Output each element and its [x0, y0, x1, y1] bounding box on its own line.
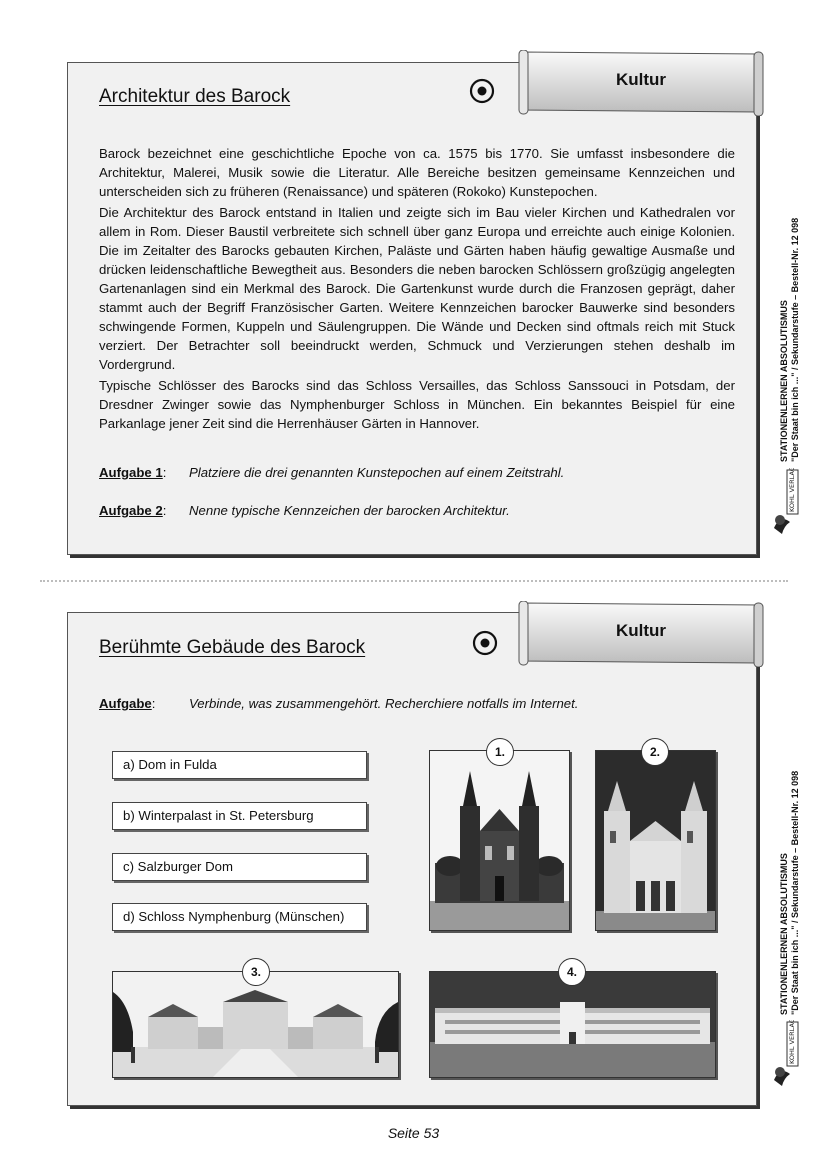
paragraph: Die Architektur des Barock entstand in Italien und zeigte sich im Bau vieler Kirchen und Kathedralen vor allem in Rom. Dieser Baustil verbreitete sich schnell über ganz Europa und erreichte auch einige Kolonien. Die im Zeitalter des Barocks gebauten Kirchen, Paläste und Gärten haben häufig gewaltige Ausmaße und drücken leidenschaftliche Bewegtheit aus. Besonders die neben barocken Schlössern großzügig angelegten Gartenanlagen sind ein Merkmal des Barock. Die Gartenkunst wurde durch die Franzosen geprägt, daher stammt auch der Begriff Französischer Garten. Weitere Kennzeichen barocker Bauwerke sind besonders schwingende Formen, Kuppeln und Säulengruppen. Die Wände und Decken sind oftmals reich mit Stuck verziert. Der Betrachter soll beeindruckt werden, Schmuck und Verzierungen stehen deshalb im Vordergrund.: [99, 205, 735, 372]
banner-label: Kultur: [615, 70, 667, 89]
answer-box-c[interactable]: [112, 853, 367, 881]
answer-label: b) Winterpalast in St. Petersburg: [123, 808, 314, 823]
task-1: [99, 465, 565, 480]
answer-box-b[interactable]: [112, 802, 367, 830]
task-label: Aufgabe 2: [99, 503, 163, 518]
body-text: [99, 144, 735, 435]
photo-schloss-nymphenburg: [112, 971, 399, 1078]
photo-dom-fulda: [429, 750, 570, 931]
answer-label: a) Dom in Fulda: [123, 757, 217, 772]
photo-winterpalast: [429, 971, 716, 1078]
task-sep: :: [151, 696, 156, 711]
sidebar-series: STATIONENLERNEN ABSOLUTISMUS: [779, 853, 789, 1015]
answer-box-d[interactable]: [112, 903, 367, 931]
answer-box-a[interactable]: [112, 751, 367, 779]
page-title: Berühmte Gebäude des Barock: [99, 637, 366, 658]
page-title: Architektur des Barock: [99, 86, 291, 107]
photo-number: 2.: [641, 738, 669, 766]
answer-label: d) Schloss Nymphenburg (Münschen): [123, 909, 345, 924]
answer-label: c) Salzburger Dom: [123, 859, 233, 874]
scroll-banner: [517, 50, 765, 116]
sidebar-order: "Der Staat bin ich ..." / Sekundarstufe – Bestell-Nr. 12 098: [790, 770, 800, 1015]
svg-text:KOHL VERLAG: KOHL VERLAG: [788, 1020, 796, 1064]
worksheet-card-gebaeude: [67, 612, 757, 1106]
scroll-banner: [517, 601, 765, 667]
photo-number: 1.: [486, 738, 514, 766]
target-icon: [469, 78, 495, 104]
task-main: [99, 696, 579, 711]
task-sep: :: [162, 503, 167, 518]
sidebar-series-text: [779, 218, 801, 462]
task-text: Verbinde, was zusammengehört. Recherchiere notfalls im Internet.: [189, 696, 579, 711]
sidebar-series-text: [779, 771, 801, 1015]
paragraph: Barock bezeichnet eine geschichtliche Epoche von ca. 1575 bis 1770. Sie umfasst insbesondere die Architektur, Malerei, Musik sowie die Literatur. Alle Bereiche besitzen gemeinsame Kennzeichen und unterscheiden sich zu früheren (Renaissance) und späteren (Rokoko) Kunstepochen.: [99, 146, 735, 199]
photo-salzburger-dom: [595, 750, 716, 931]
sidebar-order: "Der Staat bin ich ..." / Sekundarstufe – Bestell-Nr. 12 098: [790, 217, 800, 462]
paragraph: Typische Schlösser des Barocks sind das Schloss Versailles, das Schloss Sanssouci in Potsdam, der Dresdner Zwinger sowie das Nymphenburger Schloss in München. Ein bekanntes Beispiel für eine Parkanlage jener Zeit sind die Herrenhäuser Gärten in Hannover.: [99, 378, 735, 431]
divider: [40, 580, 788, 582]
sidebar-series: STATIONENLERNEN ABSOLUTISMUS: [779, 300, 789, 462]
task-2: [99, 503, 510, 518]
task-text: Nenne typische Kennzeichen der barocken Architektur.: [189, 503, 510, 518]
photo-number: 3.: [242, 958, 270, 986]
target-icon: [472, 630, 498, 656]
publisher-logo: [770, 1020, 810, 1064]
task-text: Platziere die drei genannten Kunstepochen auf einem Zeitstrahl.: [189, 465, 565, 480]
svg-text:KOHL VERLAG: KOHL VERLAG: [788, 468, 796, 512]
page-number: Seite 53: [387, 1125, 440, 1141]
task-label: Aufgabe 1: [99, 465, 163, 480]
banner-label: Kultur: [615, 621, 667, 640]
worksheet-card-architektur: [67, 62, 757, 555]
task-sep: :: [162, 465, 167, 480]
photo-number: 4.: [558, 958, 586, 986]
publisher-logo: [770, 468, 810, 512]
task-label: Aufgabe: [99, 696, 152, 711]
